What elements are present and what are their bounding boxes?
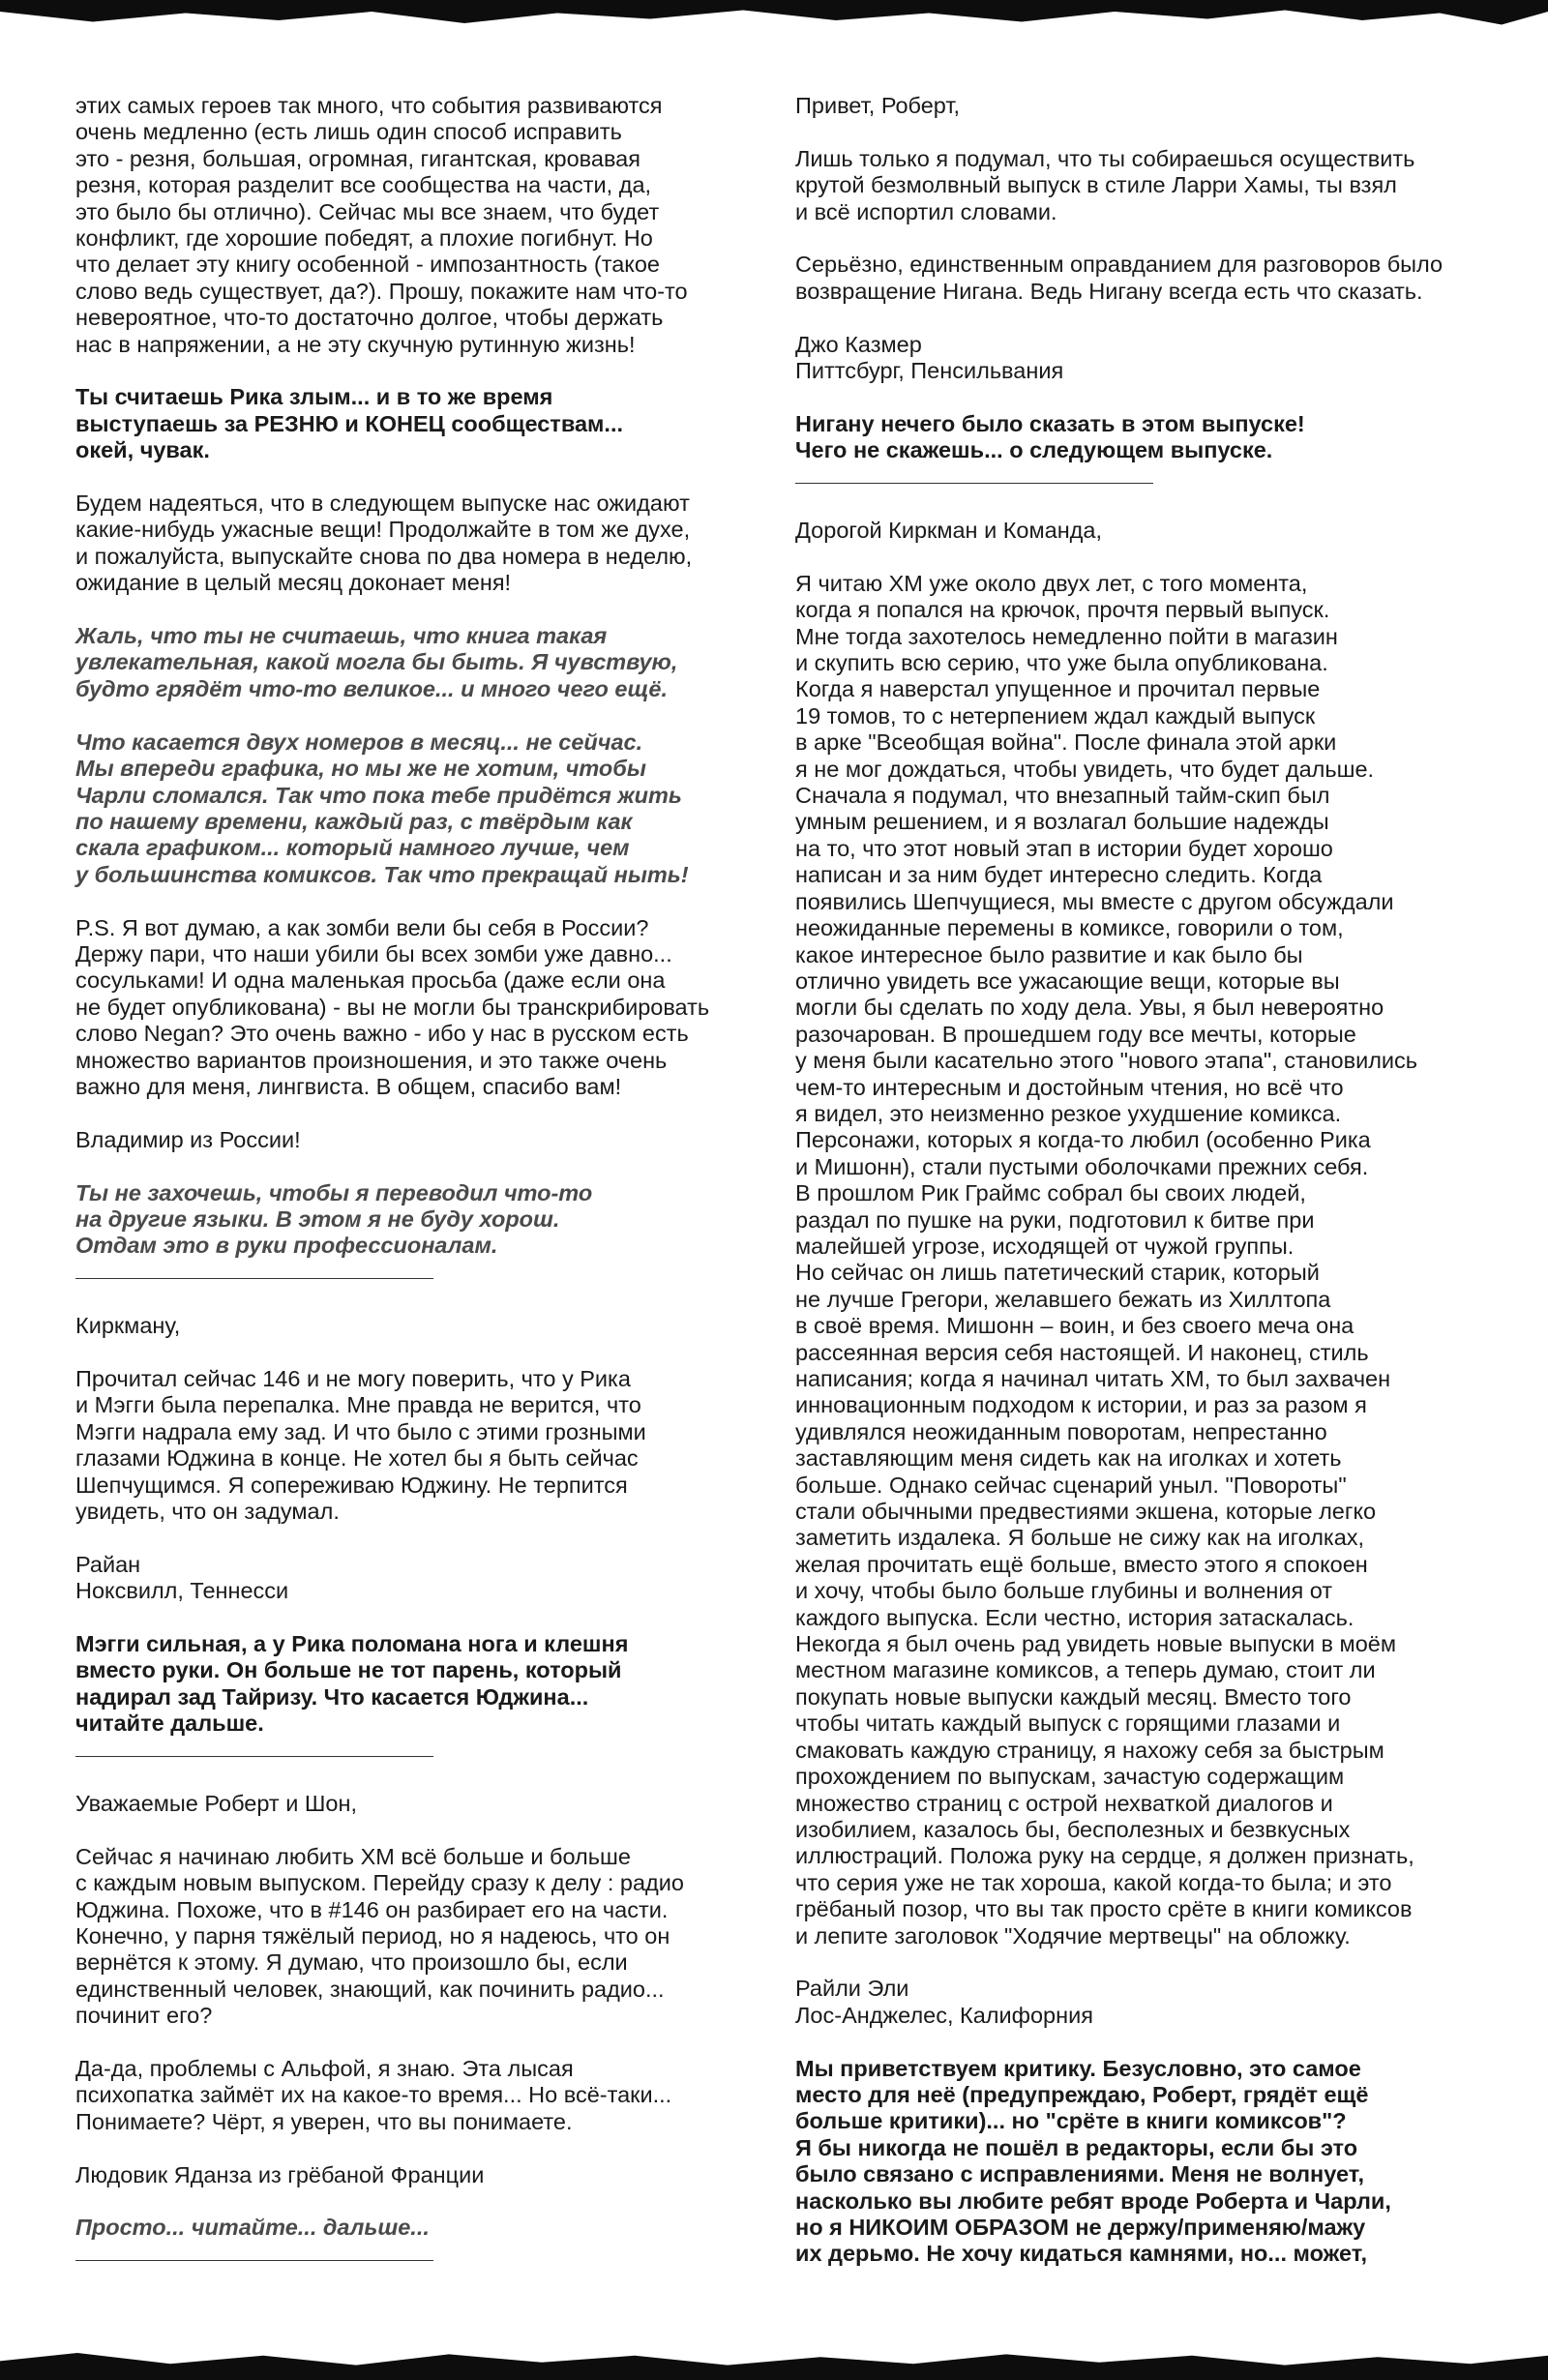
text-line: грёбаный позор, что вы так просто срёте в книги комиксов	[795, 1896, 1413, 1922]
text-line: насколько вы любите ребят вроде Роберта и Чарли,	[795, 2187, 1391, 2214]
text-line: Сейчас я начинаю любить ХМ всё больше и больше	[75, 1843, 631, 1869]
text-line: Ты не захочешь, чтобы я переводил что-то	[75, 1179, 593, 1205]
text-line: P.S. Я вот думаю, а как зомби вели бы себя в России?	[75, 914, 649, 940]
text-line: починит его?	[75, 2003, 213, 2029]
letter-paragraph	[795, 332, 1473, 385]
text-line: с каждым новым выпуском. Перейду сразу к делу : радио	[75, 1870, 684, 1896]
letters-column-left	[75, 93, 753, 2295]
text-line: Но сейчас он лишь патетический старик, который	[795, 1260, 1320, 1286]
text-line: Питтсбург, Пенсильвания	[795, 358, 1064, 384]
text-line: Ты считаешь Рика злым... и в то же время	[75, 384, 553, 410]
text-line: изобилием, казалось бы, бесполезных и безвкусных	[795, 1816, 1351, 1842]
text-line: чем-то интересным и достойным чтения, но всё что	[795, 1074, 1344, 1100]
text-line: очень медленно (есть лишь один способ исправить	[75, 119, 622, 145]
section-divider	[795, 483, 1153, 484]
text-line: Понимаете? Чёрт, я уверен, что вы понимаете.	[75, 2108, 573, 2134]
text-line: больше критики)... но "срёте в книги комиксов"?	[795, 2108, 1347, 2134]
text-line: этих самых героев так много, что события развиваются	[75, 93, 663, 118]
text-line: сосульками! И одна маленькая просьба (даже если она	[75, 967, 666, 994]
section-divider	[75, 2260, 433, 2261]
letter-paragraph	[795, 518, 1473, 544]
section-divider	[75, 1278, 433, 1279]
text-line: стали обычными предвестиями экшена, которые легко	[795, 1499, 1377, 1525]
text-line: иллюстраций. Положа руку на сердце, я должен признать,	[795, 1843, 1414, 1869]
text-line: важно для меня, лингвиста. В общем, спасибо вам!	[75, 1073, 622, 1099]
text-line: отлично увидеть все ужасающие вещи, которые вы	[795, 967, 1340, 994]
text-line: Персонажи, которых я когда-то любил (особенно Рика	[795, 1127, 1371, 1153]
text-line: 19 томов, то с нетерпением ждал каждый выпуск	[795, 702, 1316, 729]
text-line: Юджина. Похоже, что в #146 он разбирает его на части.	[75, 1896, 669, 1922]
editor-reply	[75, 384, 753, 463]
text-line: Владимир из России!	[75, 1126, 301, 1152]
text-line: что делает эту книгу особенной - импозантность (такое	[75, 252, 660, 278]
editor-reply	[75, 2215, 753, 2241]
text-line: Лос-Анджелес, Калифорния	[795, 2002, 1093, 2028]
text-line: скала графиком... который намного лучше, чем	[75, 835, 630, 861]
letter-paragraph	[795, 571, 1473, 1949]
letter-paragraph	[75, 2056, 753, 2135]
letter-paragraph	[795, 252, 1473, 305]
text-line: вместо руки. Он больше не тот парень, который	[75, 1657, 622, 1683]
text-line: Мы впереди графика, но мы же не хотим, чтобы	[75, 756, 646, 782]
text-line: в своё время. Мишонн – воин, и без своего меча она	[795, 1313, 1354, 1339]
text-line: увидеть, что он задумал.	[75, 1498, 340, 1524]
text-line: рассеянная версия себя настоящей. И наконец, стиль	[795, 1339, 1369, 1365]
text-line: я видел, это неизменно резкое ухудшение комикса.	[795, 1100, 1342, 1126]
text-line: единственный человек, знающий, как починить радио...	[75, 1976, 665, 2002]
text-line: что серия уже не так хороша, какой когда-то была; и это	[795, 1869, 1392, 1895]
text-line: малейшей угрозе, исходящей от чужой группы.	[795, 1233, 1295, 1259]
letter-paragraph	[795, 93, 1473, 119]
text-line: Серьёзно, единственным оправданием для разговоров было	[795, 252, 1444, 278]
text-line: это было бы отлично). Сейчас мы все знаем, что будет	[75, 198, 660, 224]
text-line: Держу пари, что наши убили бы всех зомби уже давно...	[75, 940, 672, 967]
text-line: Когда я наверстал упущенное и прочитал первые	[795, 676, 1321, 702]
text-line: у меня были касательно этого "нового этапа", становились	[795, 1048, 1418, 1074]
letter-paragraph	[75, 1313, 753, 1339]
text-line: каждого выпуска. Если честно, история затаскалась.	[795, 1604, 1354, 1630]
text-line: невероятное, что-то достаточно долгое, чтобы держать	[75, 305, 664, 331]
text-line: на то, что этот новый этап в истории будет хорошо	[795, 835, 1333, 861]
text-line: резня, которая разделит все сообщества на части, да,	[75, 172, 652, 198]
letter-paragraph	[75, 93, 753, 358]
editor-reply	[75, 729, 753, 888]
letter-paragraph	[75, 2162, 753, 2188]
text-line: смаковать каждую страницу, я нахожу себя за быстрым	[795, 1737, 1384, 1763]
text-line: заметить издалека. Я больше не сижу как на иголках,	[795, 1525, 1365, 1551]
text-line: и лепите заголовок "Ходячие мертвецы" на обложку.	[795, 1922, 1351, 1949]
text-line: Привет, Роберт,	[795, 93, 961, 118]
text-line: выступаешь за РЕЗНЮ и КОНЕЦ сообществам...	[75, 410, 623, 436]
editor-reply	[795, 411, 1473, 464]
text-line: конфликт, где хорошие победят, а плохие погибнут. Но	[75, 225, 653, 252]
text-line: неожиданные перемены в комиксе, говорили о том,	[795, 915, 1344, 941]
text-line: место для неё (предупреждаю, Роберт, грядёт ещё	[795, 2081, 1369, 2107]
text-line: Будем надеяться, что в следующем выпуске нас ожидают	[75, 491, 690, 517]
text-line: Мэгги надрала ему зад. И что было с этими грозными	[75, 1418, 646, 1444]
letter-paragraph	[75, 915, 753, 1101]
text-line: психопатка займёт их на какое-то время... Но всё-таки...	[75, 2082, 672, 2108]
text-line: заставляющим меня сидеть как на иголках и хотеть	[795, 1445, 1342, 1472]
text-line: будто грядёт что-то великое... и много чего ещё.	[75, 675, 669, 701]
text-line: по нашему времени, каждый раз, с твёрдым как	[75, 808, 633, 834]
text-line: надирал зад Тайризу. Что касается Юджина...	[75, 1683, 589, 1710]
text-line: и Мишонн), стали пустыми оболочками прежних себя.	[795, 1153, 1369, 1179]
text-line: написан и за ним будет интересно следить. Когда	[795, 862, 1323, 888]
text-line: не лучше Грегори, желавшего бежать из Хиллтопа	[795, 1286, 1331, 1312]
text-line: возвращение Нигана. Ведь Нигану всегда есть что сказать.	[795, 278, 1423, 304]
text-line: Чарли сломался. Так что пока тебе придётся жить	[75, 782, 682, 808]
text-line: Что касается двух номеров в месяц... не сейчас.	[75, 729, 643, 755]
text-line: Райли Эли	[795, 1976, 909, 2002]
text-line: Некогда я был очень рад увидеть новые выпуски в моём	[795, 1631, 1396, 1657]
text-line: Прочитал сейчас 146 и не могу поверить, что у Рика	[75, 1365, 631, 1391]
text-line: Райан	[75, 1551, 141, 1577]
text-line: увлекательная, какой могла бы быть. Я чувствую,	[75, 649, 678, 675]
text-line: слово ведь существует, да?). Прошу, покажите нам что-то	[75, 278, 688, 304]
text-line: Шепчущимся. Я сопереживаю Юджину. Не терпится	[75, 1472, 628, 1498]
text-line: желая прочитать ещё больше, вместо этого я спокоен	[795, 1551, 1368, 1577]
text-line: и скупить всю серию, что уже была опубликована.	[795, 650, 1328, 676]
text-line: было связано с исправлениями. Меня не волнует,	[795, 2161, 1365, 2187]
text-line: но я НИКОИМ ОБРАЗОМ не держу/применяю/мажу	[795, 2214, 1366, 2240]
text-line: множество страниц с острой нехваткой диалогов и	[795, 1790, 1333, 1816]
text-line: Я бы никогда не пошёл в редакторы, если бы это	[795, 2134, 1358, 2160]
text-line: глазами Юджина в конце. Не хотел бы я быть сейчас	[75, 1445, 639, 1472]
text-line: Отдам это в руки профессионалам.	[75, 1233, 498, 1259]
text-line: в арке "Всеобщая война". После финала этой арки	[795, 729, 1337, 756]
text-line: Ноксвилл, Теннесси	[75, 1578, 289, 1604]
text-line: больше. Однако сейчас сценарий уныл. "Повороты"	[795, 1472, 1347, 1498]
text-line: инновационным подходом к истории, и раз за разом я	[795, 1392, 1367, 1418]
text-line: я не мог дождаться, чтобы увидеть, что будет дальше.	[795, 756, 1375, 782]
letter-paragraph	[795, 1976, 1473, 2029]
text-line: местном магазине комиксов, а теперь думаю, стоит ли	[795, 1657, 1376, 1683]
text-line: и всё испортил словами.	[795, 198, 1057, 224]
letter-paragraph	[75, 491, 753, 597]
text-line: Уважаемые Роберт и Шон,	[75, 1791, 357, 1816]
text-line: какие-нибудь ужасные вещи! Продолжайте в том же духе,	[75, 517, 691, 543]
text-line: Нигану нечего было сказать в этом выпуске!	[795, 410, 1305, 436]
text-line: на другие языки. В этом я не буду хорош.	[75, 1205, 560, 1232]
torn-bottom-border	[0, 2353, 1548, 2380]
text-line: удивлялся неожиданным поворотам, непрестанно	[795, 1418, 1327, 1444]
text-line: Джо Казмер	[795, 331, 922, 357]
text-line: это - резня, большая, огромная, гигантская, кровавая	[75, 145, 640, 171]
text-line: какое интересное было развитие и как было бы	[795, 941, 1303, 967]
text-line: их дерьмо. Не хочу кидаться камнями, но... может,	[795, 2241, 1368, 2267]
text-line: Да-да, проблемы с Альфой, я знаю. Эта лысая	[75, 2056, 574, 2082]
text-line: могли бы сделать по ходу дела. Увы, я был невероятно	[795, 995, 1384, 1021]
text-line: слово Negan? Это очень важно - ибо у нас в русском есть	[75, 1021, 689, 1047]
text-line: раздал по пушке на руки, подготовил к битве при	[795, 1206, 1315, 1233]
text-line: чтобы читать каждый выпуск с горящими глазами и	[795, 1711, 1341, 1737]
text-line: умным решением, и я возлагал большие надежды	[795, 809, 1329, 835]
letter-paragraph	[75, 1366, 753, 1525]
editor-reply	[75, 1180, 753, 1260]
text-line: и пожалуйста, выпускайте снова по два номера в неделю,	[75, 543, 693, 569]
text-line: Мы приветствуем критику. Безусловно, это самое	[795, 2055, 1361, 2081]
text-line: читайте дальше.	[75, 1711, 264, 1737]
text-line: Сначала я подумал, что внезапный тайм-скип был	[795, 783, 1330, 809]
text-line: Мэгги сильная, а у Рика поломана нога и клешня	[75, 1630, 629, 1656]
torn-top-border	[0, 0, 1548, 29]
letter-paragraph	[75, 1127, 753, 1153]
text-line: разочарован. В прошедшем году все мечты, которые	[795, 1021, 1356, 1047]
text-line: множество вариантов произношения, и это также очень	[75, 1047, 668, 1073]
text-line: покупать новые выпуски каждый месяц. Вместо того	[795, 1683, 1352, 1710]
letter-paragraph	[75, 1552, 753, 1605]
text-line: Жаль, что ты не считаешь, что книга такая	[75, 623, 608, 649]
text-line: окей, чувак.	[75, 437, 210, 463]
text-line: Просто... читайте... дальше...	[75, 2215, 430, 2241]
text-line: у большинства комиксов. Так что прекращай ныть!	[75, 861, 689, 887]
text-line: Мне тогда захотелось немедленно пойти в магазин	[795, 623, 1338, 649]
text-line: крутой безмолвный выпуск в стиле Ларри Хамы, ты взял	[795, 172, 1397, 198]
text-line: В прошлом Рик Граймс собрал бы своих людей,	[795, 1180, 1306, 1206]
letter-paragraph	[75, 1791, 753, 1817]
text-line: ожидание в целый месяц доконает меня!	[75, 570, 512, 596]
text-line: и Мэгги была перепалка. Мне правда не верится, что	[75, 1392, 641, 1418]
editor-reply	[75, 623, 753, 702]
text-line: Людовик Яданза из грёбаной Франции	[75, 2161, 485, 2187]
letter-paragraph	[75, 1844, 753, 2030]
text-line: когда я попался на крючок, прочтя первый выпуск.	[795, 597, 1330, 623]
text-line: появились Шепчущиеся, мы вместе с другом обсуждали	[795, 888, 1394, 914]
text-line: Я читаю ХМ уже около двух лет, с того момента,	[795, 570, 1308, 596]
letter-paragraph	[795, 146, 1473, 225]
text-line: прохождением по выпускам, зачастую содержащим	[795, 1764, 1345, 1790]
letters-column-right	[795, 93, 1473, 2294]
text-line: Киркману,	[75, 1313, 181, 1339]
section-divider	[75, 1756, 433, 1757]
text-line: вернётся к этому. Я думаю, что произошло бы, если	[75, 1949, 628, 1976]
text-line: Лишь только я подумал, что ты собираешься осуществить	[795, 145, 1415, 171]
text-line: Конечно, у парня тяжёлый период, но я надеюсь, что он	[75, 1923, 670, 1949]
editor-reply	[795, 2056, 1473, 2268]
text-line: написания; когда я начинал читать ХМ, то был захвачен	[795, 1366, 1391, 1391]
text-line: Дорогой Киркман и Команда,	[795, 518, 1102, 544]
editor-reply	[75, 1631, 753, 1738]
text-line: не будет опубликована) - вы не могли бы транскрибировать	[75, 994, 710, 1020]
text-line: и хочу, чтобы было больше глубины и волнения от	[795, 1578, 1333, 1604]
text-line: Чего не скажешь... о следующем выпуске.	[795, 437, 1273, 463]
text-line: нас в напряжении, а не эту скучную рутинную жизнь!	[75, 331, 636, 357]
